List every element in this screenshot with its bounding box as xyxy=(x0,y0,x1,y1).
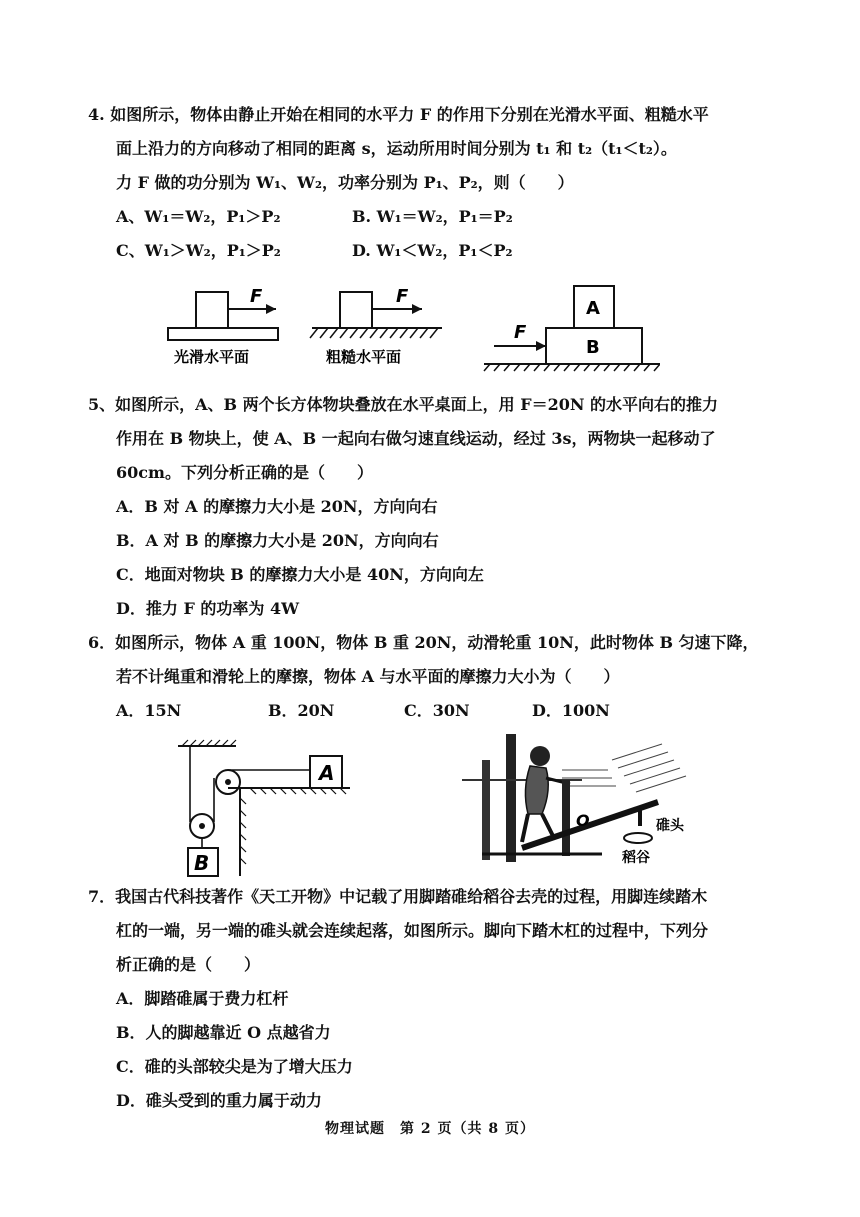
pestle-illustration xyxy=(462,730,702,874)
grain-label: 稻谷 xyxy=(622,850,650,866)
rough-surface-label: 粗糙水平面 xyxy=(326,348,402,366)
q7-option-d: D．碓头受到的重力属于动力 xyxy=(116,1091,322,1110)
smooth-surface-diagram xyxy=(168,286,278,366)
q4-option-d: D. W₁＜W₂，P₁＜P₂ xyxy=(352,241,513,260)
pulley-figure xyxy=(170,738,360,878)
q4-option-a: A、W₁＝W₂，P₁＞P₂ xyxy=(116,207,281,226)
q6-option-c: C．30N xyxy=(404,701,470,720)
q5-option-b: B．A 对 B 的摩擦力大小是 20N，方向向右 xyxy=(116,531,439,550)
q4-option-b: B. W₁＝W₂，P₁＝P₂ xyxy=(352,207,513,226)
q5-line1: 5、如图所示，A、B 两个长方体物块叠放在水平桌面上，用 F＝20N 的水平向右的推力 xyxy=(88,395,719,414)
q5-option-a: A．B 对 A 的摩擦力大小是 20N，方向向右 xyxy=(116,497,438,516)
q4-figure xyxy=(160,282,660,372)
pulley-block-b-label: B xyxy=(194,851,210,875)
page-footer: 物理试题 第 2 页（共 8 页） xyxy=(325,1121,535,1137)
rough-surface-diagram xyxy=(310,286,442,366)
push-force-label: F xyxy=(514,322,527,343)
pestle-head-label: 碓头 xyxy=(656,818,684,834)
q4-line2: 面上沿力的方向移动了相同的距离 s，运动所用时间分别为 t₁ 和 t₂（t₁＜t₂）。 xyxy=(116,139,677,158)
pivot-label: O xyxy=(576,811,590,830)
q6-option-a: A．15N xyxy=(116,701,182,720)
q7-option-c: C．碓的头部较尖是为了增大压力 xyxy=(116,1057,353,1076)
stacked-blocks-diagram xyxy=(484,286,660,371)
q5-line2: 作用在 B 物块上，使 A、B 一起向右做匀速直线运动，经过 3s，两物块一起移动了 xyxy=(116,429,716,448)
q6-option-d: D．100N xyxy=(532,701,610,720)
q7-line1: 7．我国古代科技著作《天工开物》中记载了用脚踏碓给稻谷去壳的过程，用脚连续踏木 xyxy=(88,887,708,906)
q4-option-c: C、W₁＞W₂，P₁＞P₂ xyxy=(116,241,281,260)
q5-option-c: C．地面对物块 B 的摩擦力大小是 40N，方向向左 xyxy=(116,565,484,584)
q4-line3: 力 F 做的功分别为 W₁、W₂，功率分别为 P₁、P₂，则（ ） xyxy=(116,173,574,192)
rough-force-label: F xyxy=(396,286,409,307)
q6-option-b: B．20N xyxy=(268,701,335,720)
q7-line2: 杠的一端，另一端的碓头就会连续起落，如图所示。脚向下踏木杠的过程中，下列分 xyxy=(116,921,709,940)
q7-option-a: A．脚踏碓属于费力杠杆 xyxy=(116,989,289,1008)
q5-option-d: D．推力 F 的功率为 4W xyxy=(116,599,300,618)
q7-line3: 析正确的是（ ） xyxy=(116,955,261,974)
q6-line1: 6．如图所示，物体 A 重 100N，物体 B 重 20N，动滑轮重 10N，此时物体 B 匀速下降， xyxy=(88,633,759,652)
smooth-force-label: F xyxy=(250,286,263,307)
pulley-block-a-label: A xyxy=(319,761,335,785)
q5-line3: 60cm。下列分析正确的是（ ） xyxy=(116,463,373,482)
block-b-label: B xyxy=(586,337,600,358)
block-a-label: A xyxy=(586,298,600,319)
q7-option-b: B．人的脚越靠近 O 点越省力 xyxy=(116,1023,331,1042)
smooth-surface-label: 光滑水平面 xyxy=(174,348,250,366)
q4-line1: 4. 如图所示，物体由静止开始在相同的水平力 F 的作用下分别在光滑水平面、粗糙水平 xyxy=(88,105,709,124)
q6-line2: 若不计绳重和滑轮上的摩擦，物体 A 与水平面的摩擦力大小为（ ） xyxy=(116,667,620,686)
